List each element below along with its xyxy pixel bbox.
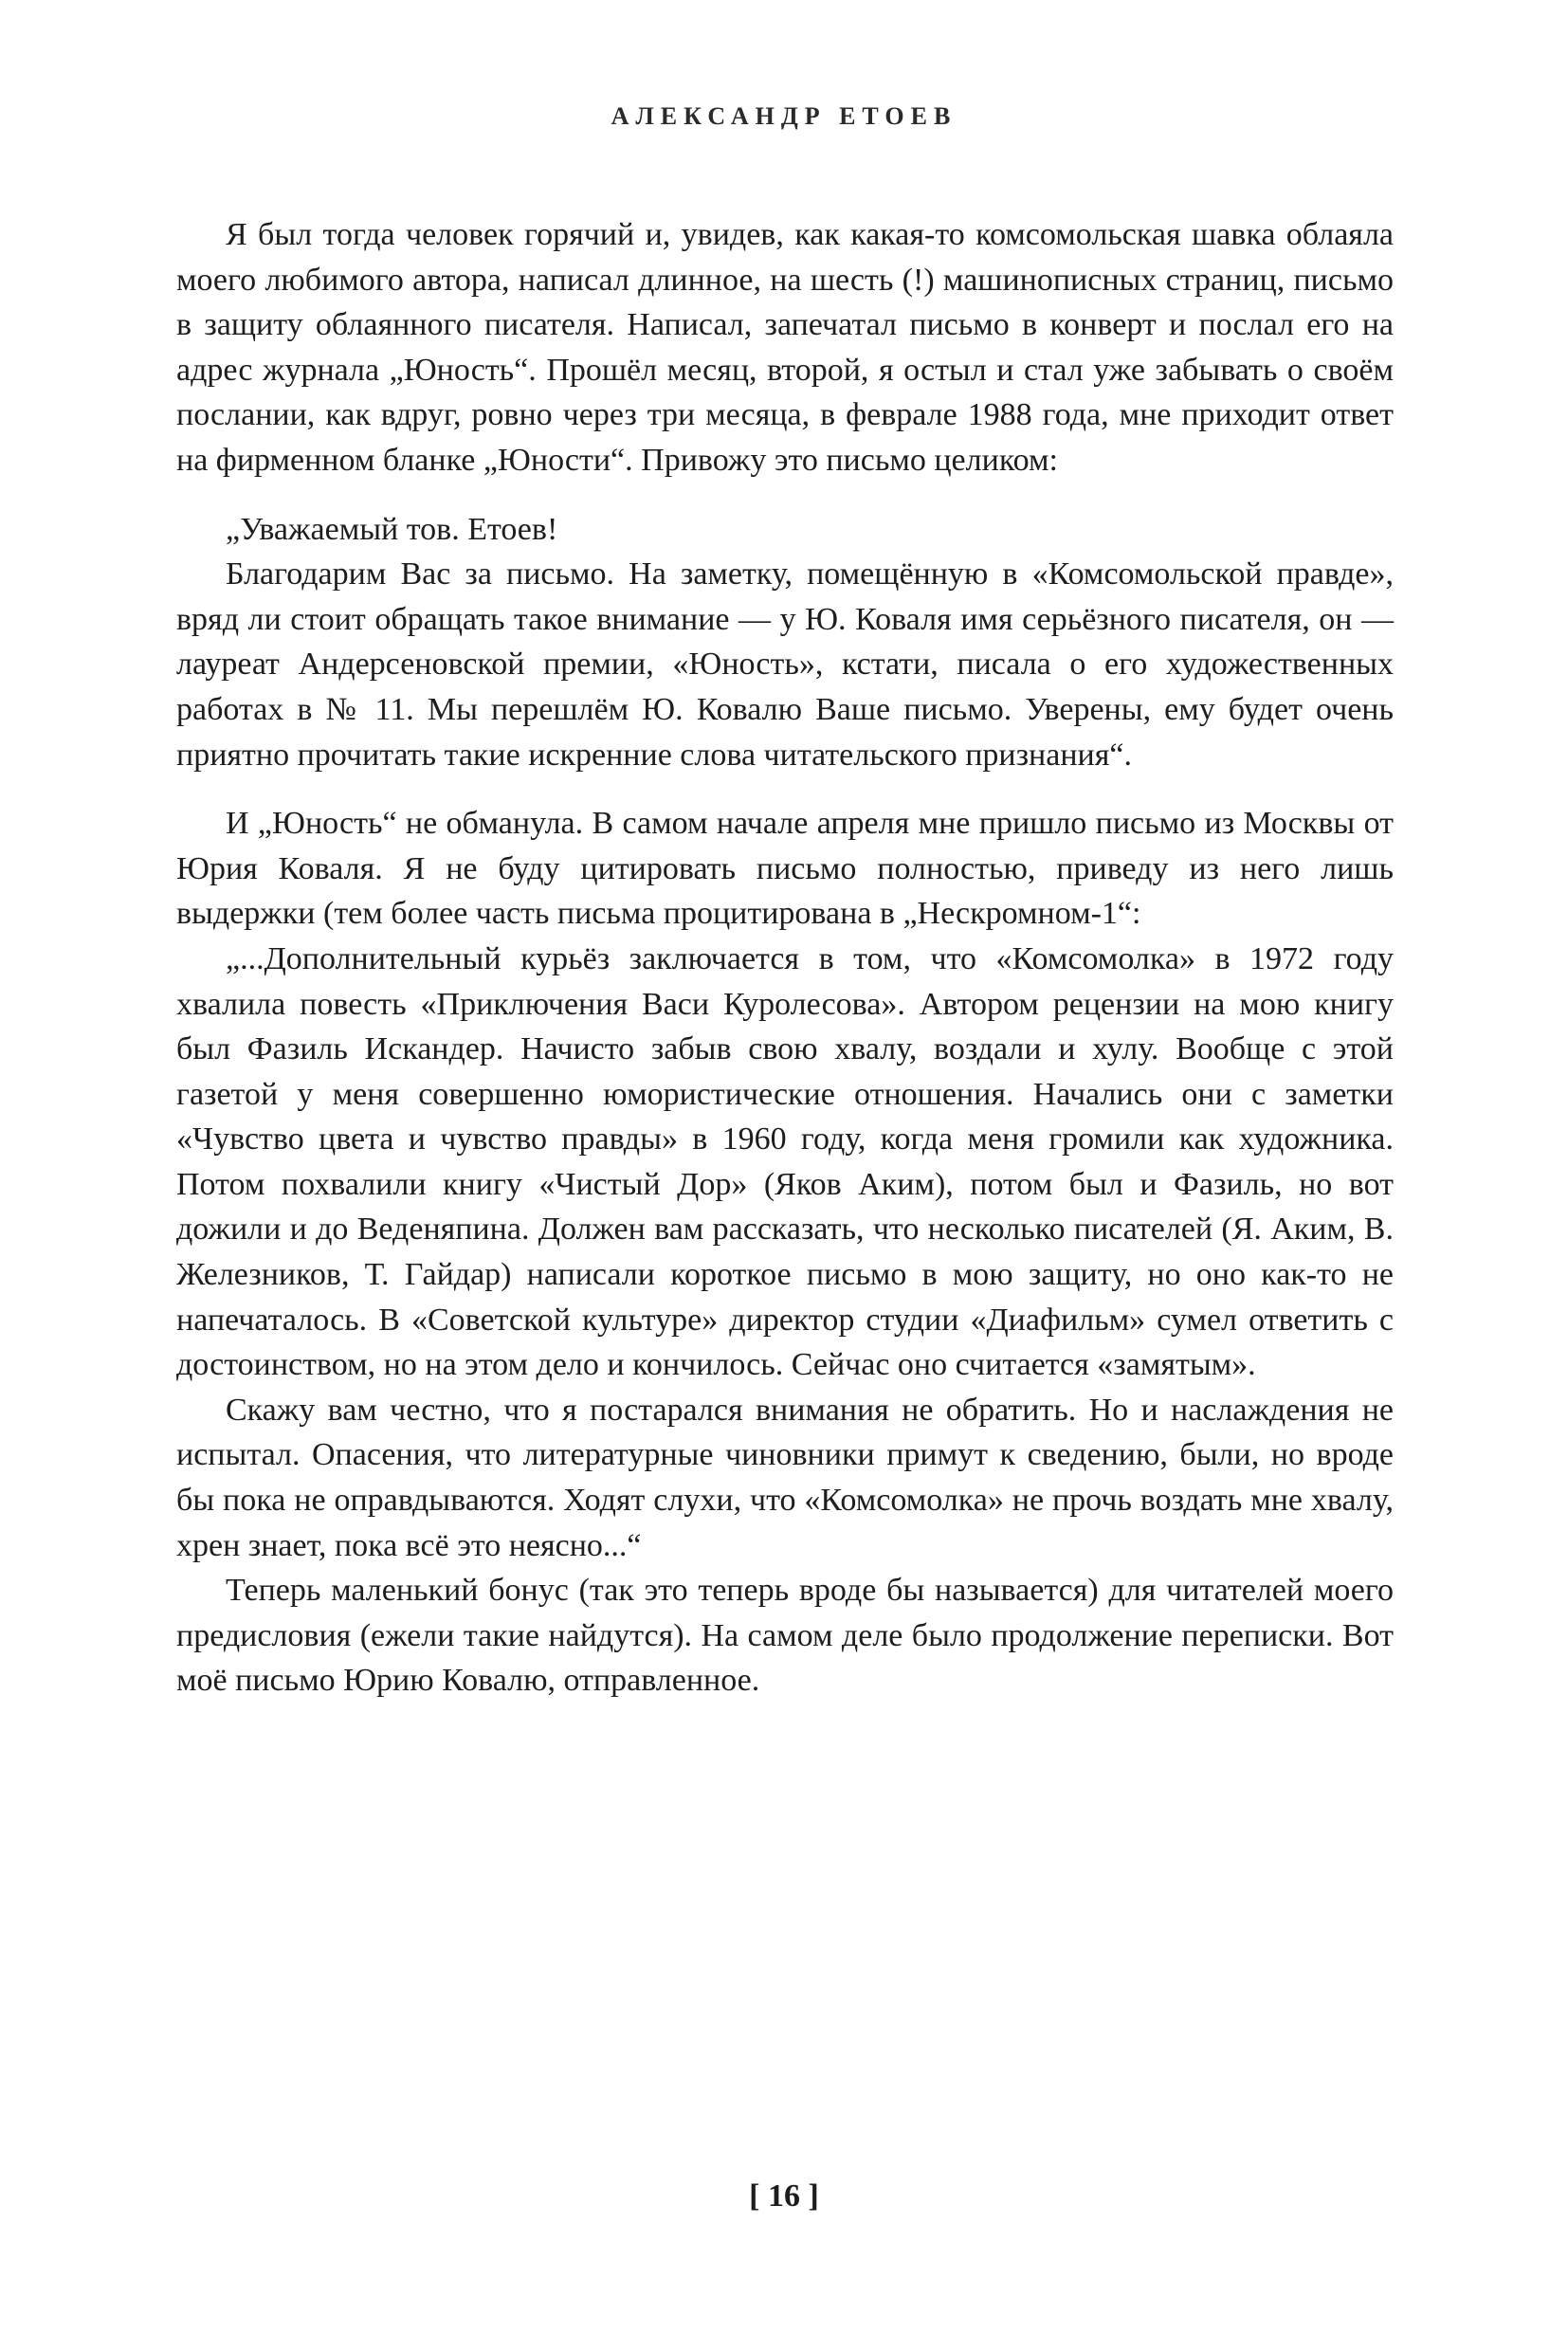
paragraph-1: Я был тогда человек горячий и, увидев, как какая-то комсомольская шавка облаяла моего любимого автора, написал длинное, на шесть (!) машинописных страниц, письмо в защиту облаянного писателя. Написал, запечатал письмо в конверт и послал его на адрес журнала „Юность“. Прошёл месяц, второй, я остыл и стал уже забывать о своём послании, как вдруг, ровно через три месяца, в феврале 1988 года, мне приходит ответ на фирменном бланке „Юности“. Привожу это письмо целиком:: [176, 217, 1394, 478]
letter-salutation: „Уважаемый тов. Етоев!: [226, 511, 558, 547]
paragraph-2: И „Юность“ не обманула. В самом начале апреля мне пришло письмо из Москвы от Юрия Коваля. Я не буду цитировать письмо полностью, приведу из него лишь выдержки (тем более часть письма процитирована в „Нескромном-1“:: [176, 806, 1394, 932]
running-head: АЛЕКСАНДР ЕТОЕВ: [611, 102, 957, 130]
letter-body: Благодарим Вас за письмо. На заметку, помещённую в «Комсомольской правде», вряд ли стоит обращать такое внимание — у Ю. Коваля имя серьёзного писателя, он — лауреат Андерсеновской премии, «Юность», кстати, писала о его художественных работах в № 11. Мы перешлём Ю. Ковалю Ваше письмо. Уверены, ему будет очень приятно прочитать такие искренние слова читательского признания“.: [176, 556, 1394, 773]
quoted-letter-part-2: Скажу вам честно, что я постарался внимания не обратить. Но и наслаждения не испытал. Опасения, что литературные чиновники примут к сведению, были, но вроде бы пока не оправдываются. Ходят слухи, что «Комсомолка» не прочь воздать мне хвалу, хрен знает, пока всё это неясно...“: [176, 1392, 1394, 1563]
paragraph-3: Теперь маленький бонус (так это теперь вроде бы называется) для читателей моего предисловия (ежели такие найдутся). На самом деле было продолжение переписки. Вот моё письмо Юрию Ковалю, отправленное.: [176, 1573, 1394, 1699]
body-text: [176, 212, 1394, 1704]
page-number: [ 16 ]: [749, 2178, 819, 2214]
quoted-letter-part-1: „...Дополнительный курьёз заключается в том, что «Комсомолка» в 1972 году хвалила повесть «Приключения Васи Куролесова». Автором рецензии на мою книгу был Фазиль Искандер. Начисто забыв свою хвалу, воздали и хулу. Вообще с этой газетой у меня совершенно юмористические отношения. Начались они с заметки «Чувство цвета и чувство правды» в 1960 году, когда меня громили как художника. Потом похвалили книгу «Чистый Дор» (Яков Аким), потом был и Фазиль, но вот дожили и до Веденяпина. Должен вам рассказать, что несколько писателей (Я. Аким, В. Железников, Т. Гайдар) написали короткое письмо в мою защиту, но оно как-то не напечаталось. В «Советской культуре» директор студии «Диафильм» сумел ответить с достоинством, но на этом дело и кончилось. Сейчас оно считается «замятым».: [176, 940, 1394, 1383]
